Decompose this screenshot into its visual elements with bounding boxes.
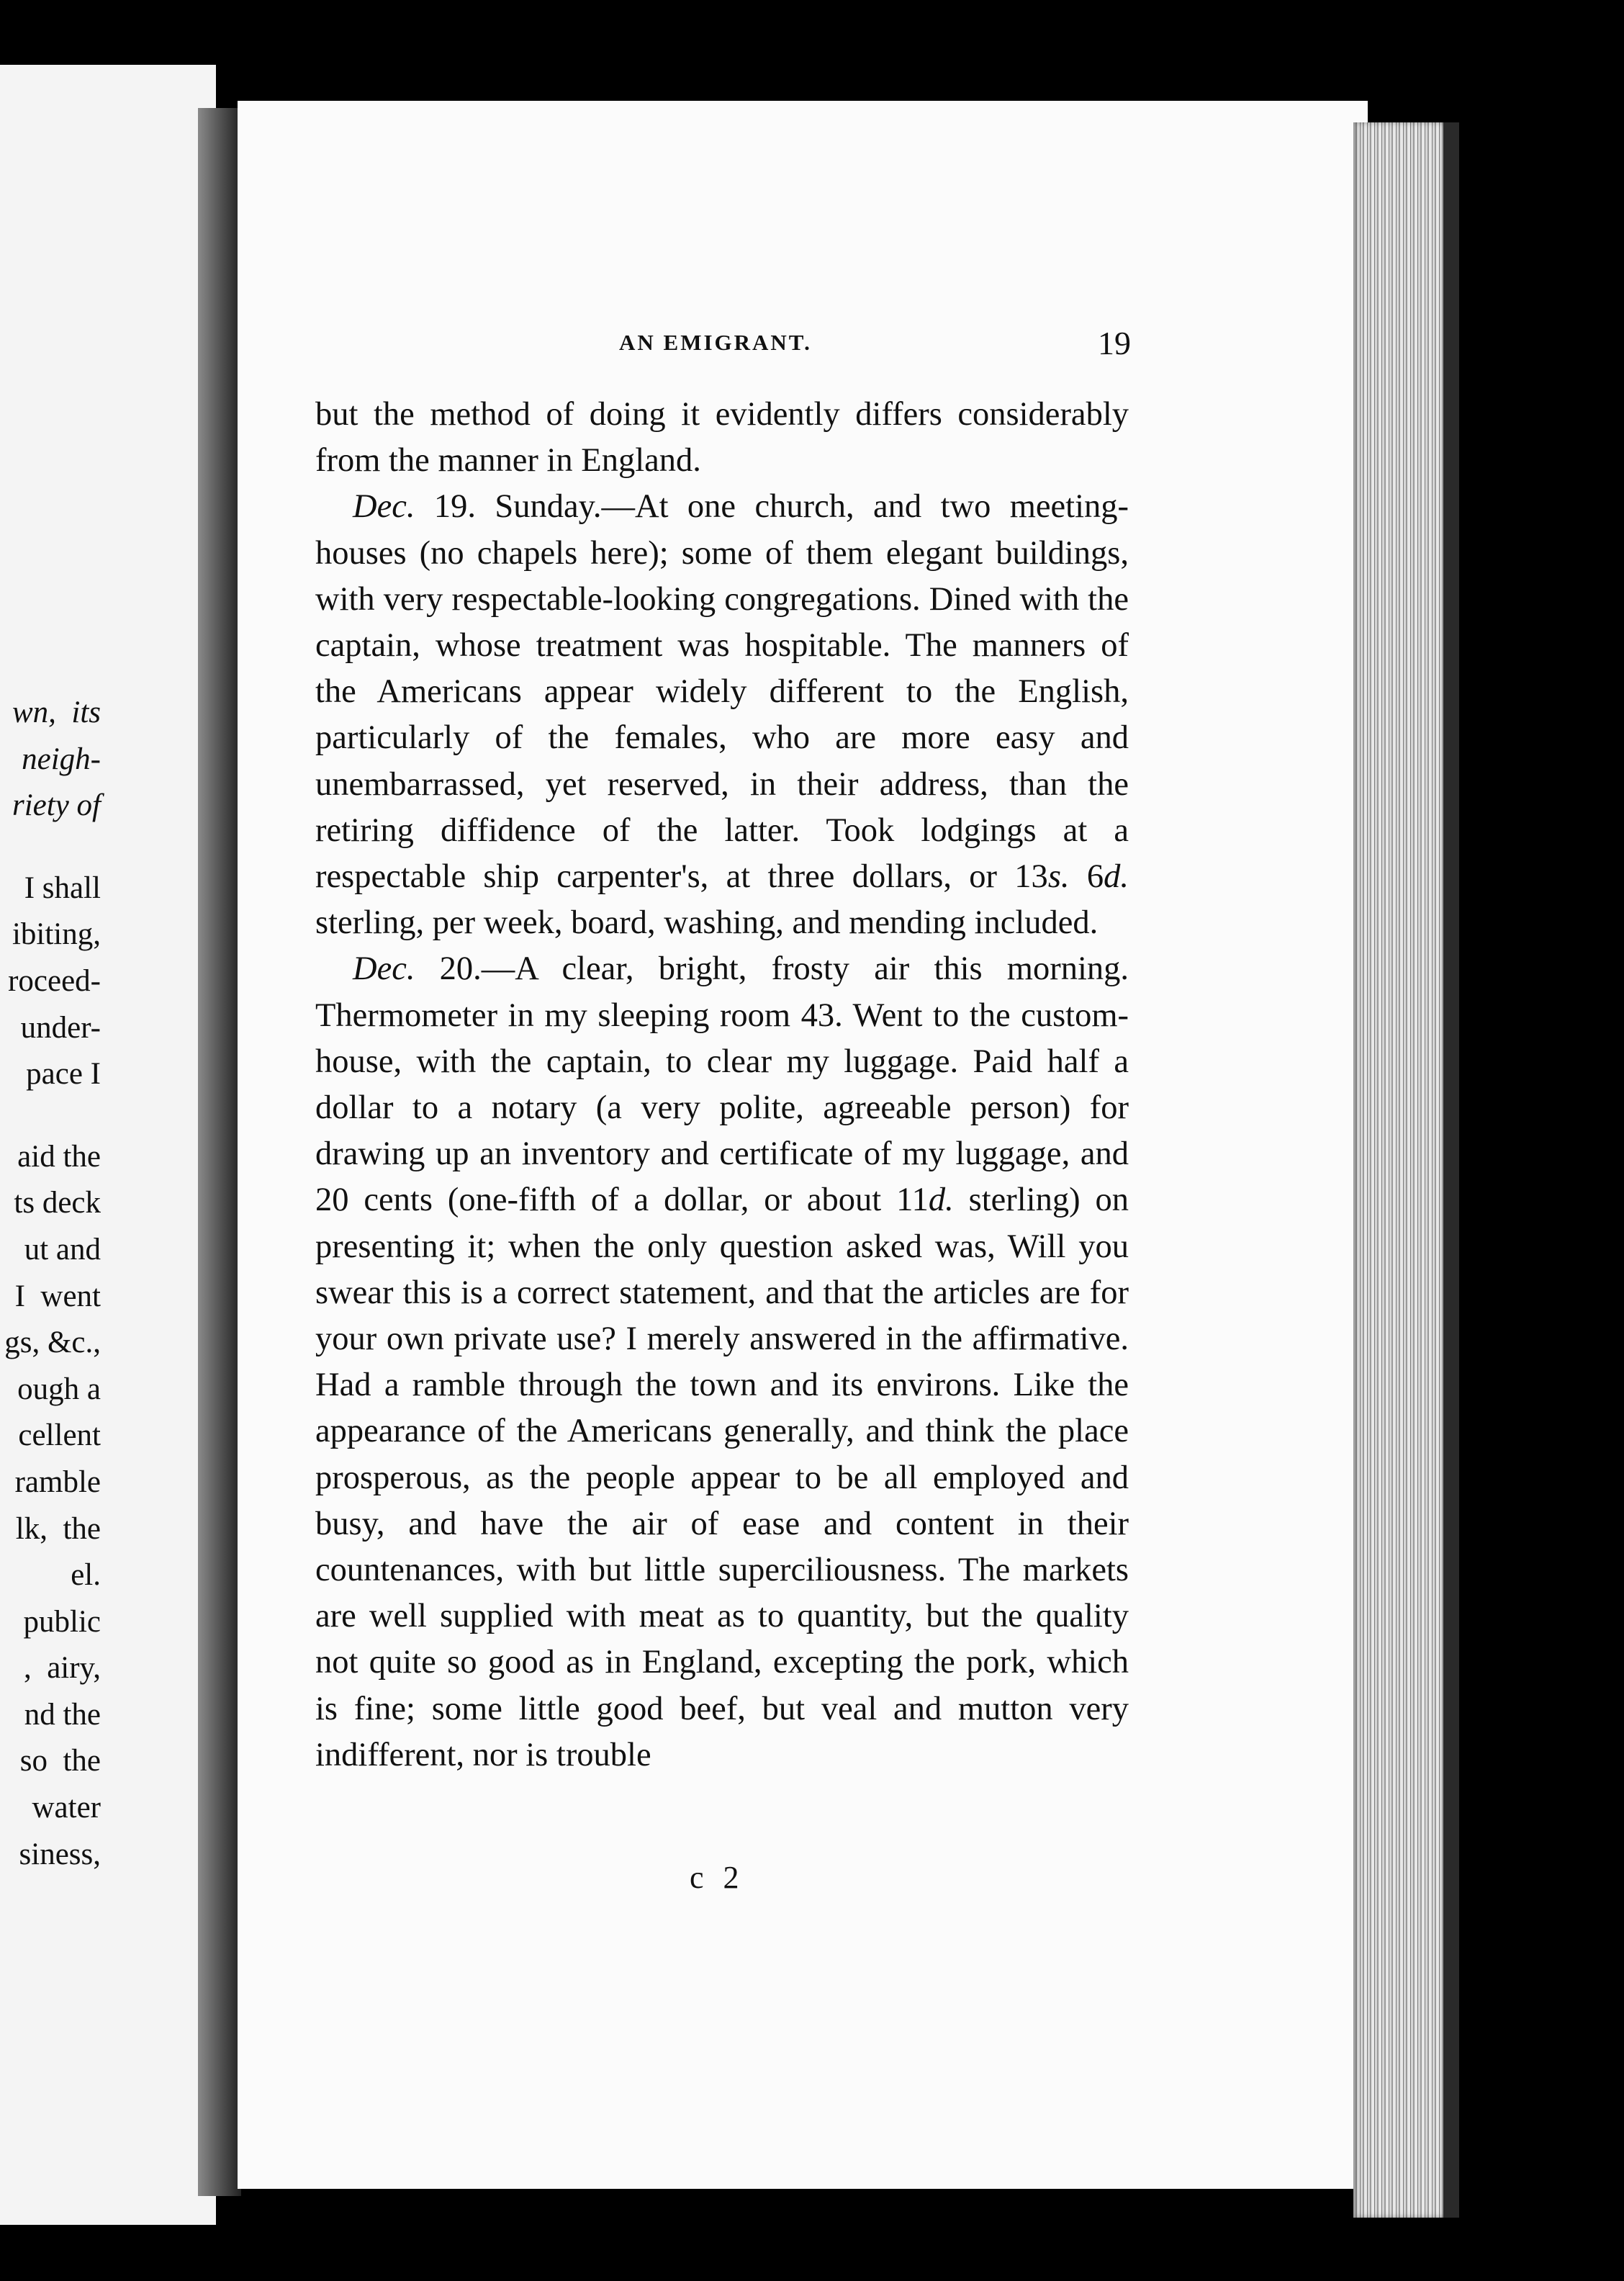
left-page-line — [0, 1098, 101, 1134]
signature-mark: c 2 — [690, 1860, 745, 1895]
left-page-line: el. — [71, 1558, 101, 1593]
left-page-line: nd the — [24, 1697, 101, 1732]
left-page-text — [0, 690, 101, 1878]
paragraph-2: Dec. 19. Sunday.—At one church, and two meeting-houses (no chapels here); some of them elegant buildings, with very respectable-looking congregations. Dined with the captain, whose treatment was hospitable. The manners of the Americans appear widely different to the English, particularly of the females, who are more easy and unembarrassed, yet reserved, in their address, than the retiring diffidence of the latter. Took lodgings at a respectable ship carpenter's, at three dollars, or 13s. 6d. sterling, per week, board, washing, and mending included. — [315, 488, 1129, 942]
paragraph-1: but the method of doing it evidently differs considerably from the manner in England. — [315, 396, 1129, 480]
left-page-line: gs, &c., — [4, 1326, 101, 1360]
paragraph-3: Dec. 20.—A clear, bright, frosty air this morning. Thermometer in my sleeping room 43. Went to the custom-house, with the captain, to clear my luggage. Paid half a dollar to a notary (a very polite, agreeable person) for drawing up an inventory and certificate of my luggage, and 20 cents (one-fifth of a dollar, or about 11d. sterling) on presenting it; when the only question asked was, Will you swear this is a correct statement, and that the articles are for your own private use? I merely answered in the affirmative. Had a ramble through the town and its environs. Like the appearance of the Americans generally, and think the place prosperous, as the people appear to be all employed and busy, and have the air of ease and content in their countenances, with but little superciliousness. The markets are well supplied with meat as to quantity, but the quality not quite so good as in England, excepting the pork, which is fine; some little good beef, but veal and mutton very indifferent, nor is trouble — [315, 950, 1129, 1773]
left-page-line: roceed- — [8, 963, 101, 998]
left-page-line: ts deck — [14, 1186, 101, 1220]
left-page-line: public — [23, 1604, 101, 1639]
left-page-line: aid the — [17, 1139, 101, 1174]
left-page-line: siness, — [19, 1837, 101, 1871]
left-page-line: so the — [19, 1744, 101, 1778]
left-page — [0, 65, 216, 2225]
page-body — [315, 392, 1129, 1778]
left-page-line: riety of — [12, 788, 101, 823]
gutter-shadow — [198, 108, 241, 2196]
left-page-line: pace I — [26, 1057, 101, 1092]
left-page-line — [0, 829, 101, 865]
left-page-line: cellent — [18, 1418, 101, 1453]
left-page-line: lk, the — [15, 1511, 101, 1546]
left-page-line: under- — [20, 1010, 101, 1045]
left-page-line: wn, its — [12, 696, 101, 729]
left-page-line: water — [32, 1791, 101, 1825]
cover-edge — [1443, 122, 1459, 2218]
running-header: AN EMIGRANT. — [619, 330, 812, 355]
left-page-line: ramble — [14, 1465, 101, 1499]
left-page-line: ibiting, — [12, 917, 101, 952]
left-page-line: I went — [14, 1279, 101, 1313]
left-page-line: , airy, — [23, 1651, 101, 1686]
left-page-line: neigh- — [22, 742, 101, 776]
left-page-line: ough a — [17, 1372, 101, 1406]
page-edges — [1353, 122, 1454, 2218]
left-page-line: I shall — [24, 870, 101, 905]
left-page-line: ut and — [24, 1232, 101, 1267]
page-number: 19 — [1098, 325, 1131, 361]
